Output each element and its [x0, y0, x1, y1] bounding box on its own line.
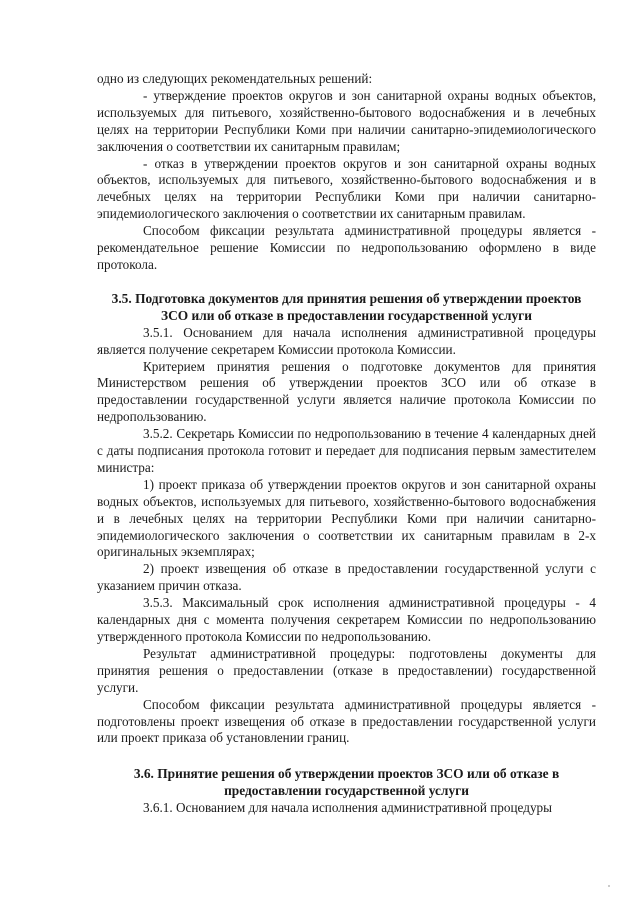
list-item-1: 1) проект приказа об утверждении проектов округов и зон санитарной охраны водных объектов, используемых для питьевого, хозяйственно-бытового водоснабжения и в лечебных целях на территории Республики Коми при наличии санитарно-эпидемиологического заключения о соответствии их санитарным правилам в 2-х оригинальных экземплярах; [97, 476, 596, 560]
section-3-6-heading: 3.6. Принятие решения об утверждении проектов ЗСО или об отказе в предоставлении государственной услуги [133, 766, 560, 799]
scan-artifact-dot [608, 885, 610, 887]
paragraph-3-5-3: 3.5.3. Максимальный срок исполнения административной процедуры - 4 календарных дня с момента получения секретарем Комиссии по недропользованию утвержденного протокола Комиссии по недропользованию. [97, 595, 596, 644]
intro-paragraph: одно из следующих рекомендательных решений: [97, 71, 373, 86]
document-body [97, 71, 596, 817]
option-refuse-paragraph: - отказ в утверждении проектов округов и зон санитарной охраны водных объектов, используемых для питьевого, хозяйственно-бытового водоснабжения и в лечебных целях на территории Республики Коми при наличии санитарно-эпидемиологического заключения о соответствии их санитарным правилам. [97, 155, 596, 222]
paragraph-3-6-1: 3.6.1. Основанием для начала исполнения административной процедуры [143, 800, 552, 816]
list-item-2: 2) проект извещения об отказе в предоставлении государственной услуги с указанием причин отказа. [97, 561, 596, 594]
fixation-paragraph: Способом фиксации результата административной процедуры является - рекомендательное решение Комиссии по недропользованию оформлено в виде протокола. [97, 223, 596, 272]
criterion-paragraph: Критерием принятия решения о подготовке документов для принятия Министерством решения об утверждении проектов ЗСО или об отказе в предоставлении государственной услуги является наличие протокола Комиссии по недропользованию. [97, 358, 596, 425]
section-3-5-heading: 3.5. Подготовка документов для принятия решения об утверждении проектов ЗСО или об отказе в предоставлении государственной услуги [111, 290, 582, 323]
fixation-paragraph-3-5: Способом фиксации результата административной процедуры является - подготовлены проект извещения об отказе в предоставлении государственной услуги или проект приказа об установлении границ. [97, 696, 596, 746]
result-paragraph: Результат административной процедуры: подготовлены документы для принятия решения о предоставлении (отказе в предоставлении) государственной услуги. [97, 645, 596, 695]
option-approve-paragraph: - утверждение проектов округов и зон санитарной охраны водных объектов, используемых для питьевого, хозяйственно-бытового водоснабжения и в лечебных целях на территории Республики Коми при наличии санитарно-эпидемиологического заключения о соответствии их санитарным правилам; [97, 87, 596, 154]
paragraph-3-5-2: 3.5.2. Секретарь Комиссии по недропользованию в течение 4 календарных дней с даты подписания протокола готовит и передает для подписания первым заместителем министра: [97, 426, 596, 475]
paragraph-3-5-1: 3.5.1. Основанием для начала исполнения административной процедуры является получение секретарем Комиссии протокола Комиссии. [97, 324, 596, 357]
